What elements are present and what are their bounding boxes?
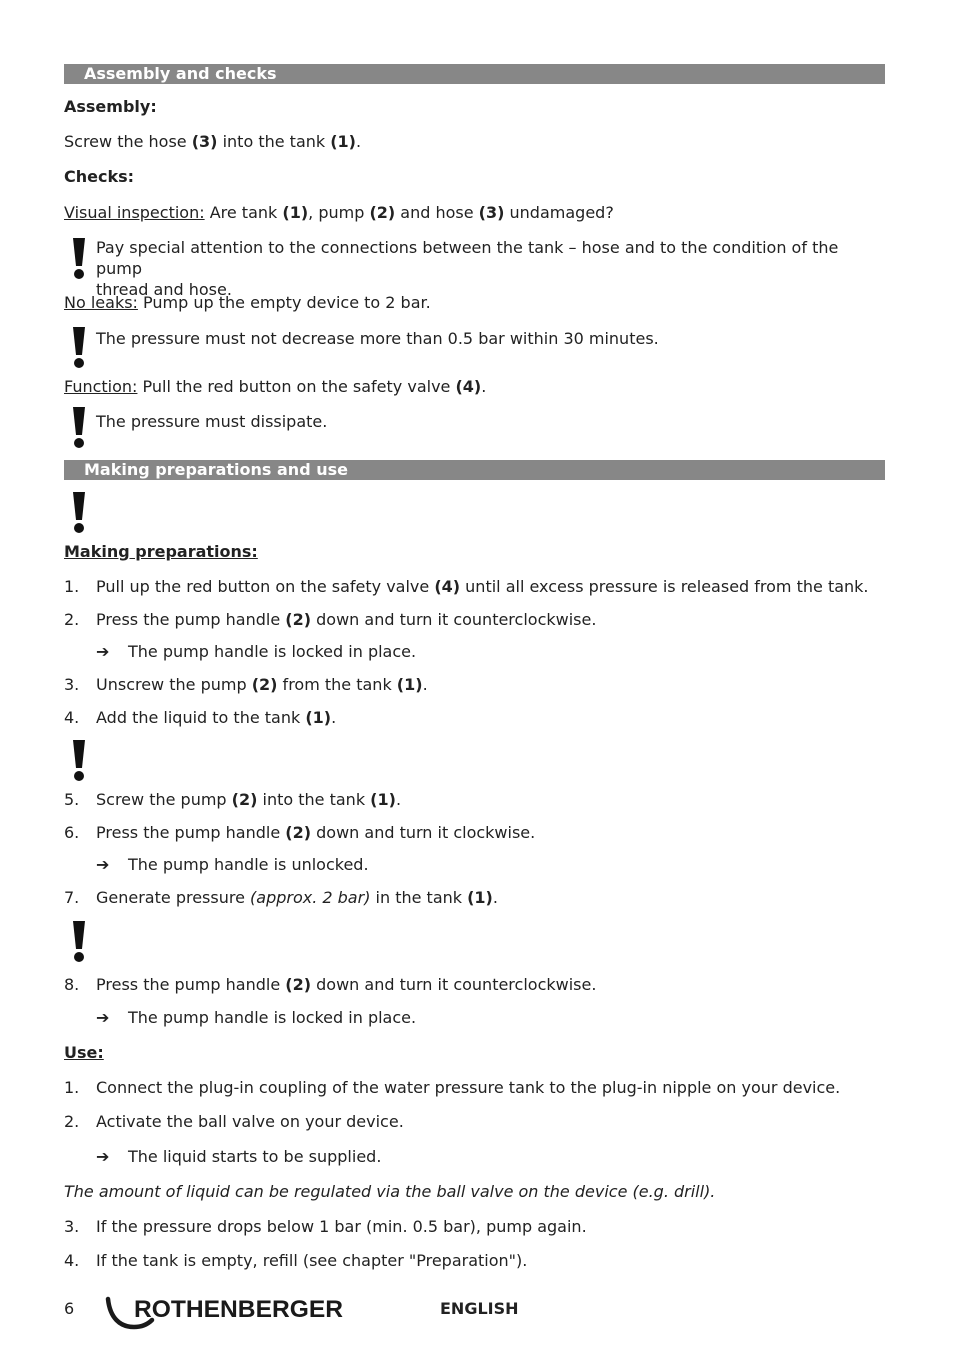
- svg-text:ROTHENBERGER: ROTHENBERGER: [134, 1296, 343, 1323]
- section-header-preparations: Making preparations and use: [64, 460, 885, 480]
- regulation-note: The amount of liquid can be regulated via the ball valve on the device (e.g. drill).: [64, 1182, 716, 1201]
- warning-exclamation-icon: [64, 920, 94, 964]
- section-header-assembly: Assembly and checks: [64, 64, 885, 84]
- page-number: 6: [64, 1299, 75, 1318]
- arrow-right-icon: ➔: [96, 1008, 110, 1027]
- warning-dissipate-note: The pressure must dissipate.: [96, 412, 328, 431]
- language-label: ENGLISH: [440, 1299, 519, 1318]
- warning-connections-note: Pay special attention to the connections between the tank – hose and to the condition of the pump thread and hose.: [96, 238, 839, 299]
- checks-heading: Checks:: [64, 167, 135, 186]
- arrow-right-icon: ➔: [96, 642, 110, 661]
- visual-inspection-text: Visual inspection: Are tank (1), pump (2) and hose (3) undamaged?: [64, 203, 614, 222]
- function-text: Function: Pull the red button on the safety valve (4).: [64, 377, 487, 396]
- warning-exclamation-icon: [64, 491, 94, 535]
- warning-exclamation-icon: [64, 326, 94, 370]
- assembly-heading: Assembly:: [64, 97, 157, 116]
- rothenberger-logo: [104, 1296, 350, 1332]
- no-leaks-text: No leaks: Pump up the empty device to 2 bar.: [64, 293, 431, 312]
- use-heading: Use:: [64, 1043, 104, 1062]
- warning-exclamation-icon: [64, 237, 94, 281]
- making-preparations-heading: Making preparations:: [64, 542, 258, 561]
- warning-pressure-note: The pressure must not decrease more than 0.5 bar within 30 minutes.: [96, 329, 659, 348]
- warning-exclamation-icon: [64, 739, 94, 783]
- assembly-text: Screw the hose (3) into the tank (1).: [64, 132, 362, 151]
- warning-exclamation-icon: [64, 406, 94, 450]
- arrow-right-icon: ➔: [96, 1147, 110, 1166]
- arrow-right-icon: ➔: [96, 855, 110, 874]
